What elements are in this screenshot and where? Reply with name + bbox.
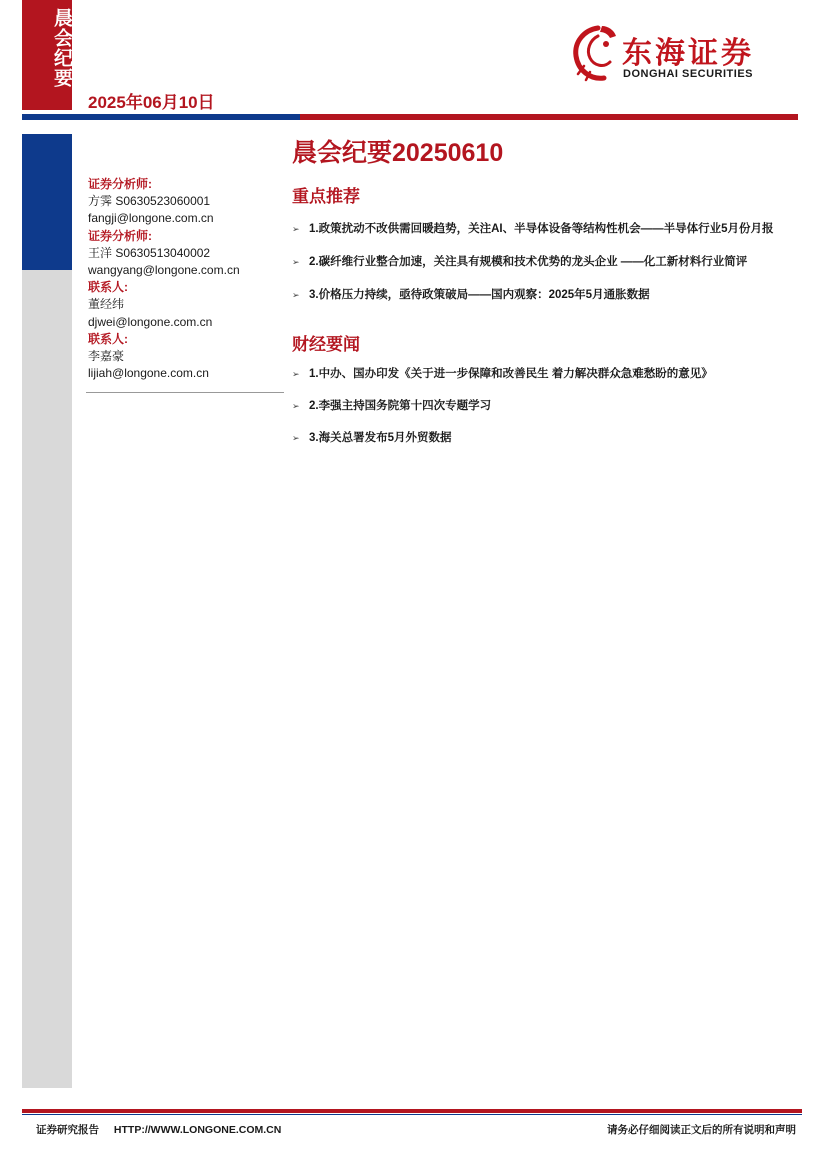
analyst-email[interactable]: djwei@longone.com.cn — [88, 314, 213, 329]
footer-report-type: 证券研究报告 — [36, 1124, 99, 1136]
section-title-key-picks: 重点推荐 — [292, 187, 360, 206]
section-title-financial-news: 财经要闻 — [292, 335, 360, 354]
analyst-label: 证券分析师: — [88, 177, 152, 191]
header-divider-red — [300, 114, 798, 120]
analyst-label: 联系人: — [88, 331, 128, 346]
footer-divider-blue — [22, 1114, 802, 1115]
analyst-name: 李嘉豪 — [88, 349, 125, 364]
footer-disclaimer: 请务必仔细阅读正文后的所有说明和声明 — [607, 1124, 796, 1136]
analyst-entry — [88, 228, 284, 280]
arrow-bullet-icon: ➢ — [292, 401, 300, 411]
list-item[interactable] — [292, 365, 798, 383]
analyst-entry — [88, 331, 284, 383]
list-item-text: 3.海关总署发布5月外贸数据 — [309, 432, 452, 444]
page-title: 晨会纪要20250610 — [292, 139, 504, 167]
analyst-list — [88, 176, 284, 382]
footer-divider-red — [22, 1109, 802, 1113]
list-item[interactable] — [292, 397, 798, 415]
analyst-label: 联系人: — [88, 280, 128, 295]
arrow-bullet-icon: ➢ — [292, 433, 300, 443]
analyst-name: 方霁 S0630523060001 — [88, 194, 211, 209]
logo-english-name: DONGHAI SECURITIES — [623, 68, 754, 80]
analyst-divider — [86, 392, 284, 393]
analyst-name: 董经纬 — [88, 297, 125, 312]
header-tag: 晨会纪要 — [51, 8, 72, 88]
analyst-label: 证券分析师: — [88, 228, 152, 243]
footer-website-link[interactable]: HTTP://WWW.LONGONE.COM.CN — [113, 1124, 282, 1136]
list-item[interactable] — [292, 220, 798, 238]
list-item-text: 3.价格压力持续，亟待政策破局——国内观察：2025年5月通胀数据 — [309, 289, 650, 301]
arrow-bullet-icon: ➢ — [292, 369, 300, 379]
list-item-text: 2.碳纤维行业整合加速，关注具有规模和技术优势的龙头企业 ——化工新材料行业简评 — [309, 256, 748, 268]
list-item-text: 1.政策扰动不改供需回暖趋势，关注AI、半导体设备等结构性机会——半导体行业5月份月报 — [309, 223, 774, 235]
arrow-bullet-icon: ➢ — [292, 290, 300, 300]
key-picks-list — [292, 220, 798, 319]
footer-left — [36, 1122, 281, 1137]
arrow-bullet-icon: ➢ — [292, 257, 300, 267]
report-date: 2025年06月10日 — [88, 93, 215, 112]
sidebar-blue-block — [22, 134, 72, 270]
sidebar-gray-block — [22, 270, 72, 1088]
analyst-email[interactable]: fangji@longone.com.cn — [88, 211, 214, 226]
list-item-text: 2.李强主持国务院第十四次专题学习 — [309, 400, 492, 412]
analyst-name: 王洋 S0630513040002 — [88, 245, 211, 260]
list-item[interactable] — [292, 286, 798, 304]
arrow-bullet-icon: ➢ — [292, 224, 300, 234]
financial-news-list — [292, 365, 798, 461]
list-item[interactable] — [292, 253, 798, 271]
analyst-email[interactable]: lijiah@longone.com.cn — [88, 366, 209, 381]
list-item-text: 1.中办、国办印发《关于进一步保障和改善民生 着力解决群众急难愁盼的意见》 — [309, 368, 713, 380]
analyst-entry — [88, 279, 284, 331]
list-item[interactable] — [292, 429, 798, 447]
analyst-email[interactable]: wangyang@longone.com.cn — [88, 263, 240, 278]
analyst-entry — [88, 176, 284, 228]
logo-chinese-name: 东海证券 — [622, 36, 754, 71]
